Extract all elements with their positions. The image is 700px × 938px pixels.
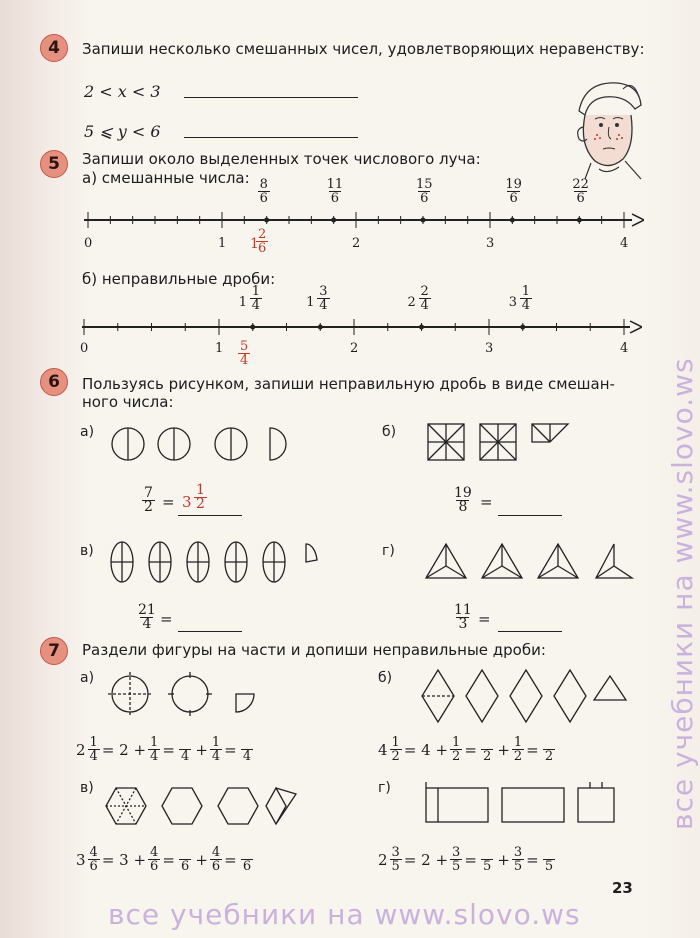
task-7v-whole: 3 (76, 850, 86, 869)
task-7v-fraction (148, 846, 160, 873)
tick-label: 0 (80, 341, 89, 356)
point-label-denominator: 4 (319, 298, 328, 313)
bottom-watermark: все учебники на www.slovo.ws (108, 898, 581, 931)
task-7v-fraction-numerator: 4 (150, 845, 159, 860)
answer-line-1[interactable] (184, 96, 358, 98)
task-7b-expansion: = 4 + (403, 740, 449, 759)
task-7v-fraction-2 (210, 846, 222, 873)
task-6v-numerator: 21 (138, 602, 156, 618)
number-line-a (84, 208, 644, 238)
task-6-text-line1: Пользуясь рисунком, запиши неправильную дробь в виде смешан- (82, 375, 615, 393)
task-7v-blank-fraction[interactable] (177, 846, 193, 873)
answer-a-denominator: 6 (258, 241, 267, 256)
task-6g-numerator: 11 (454, 602, 472, 618)
task-6b-numerator: 19 (454, 485, 472, 501)
tick-label: 4 (620, 236, 629, 251)
task-7v-blank-fraction-numerator (177, 846, 193, 859)
task-7v-expansion: = 3 + (101, 850, 147, 869)
task-7b-mixed-fraction-denominator: 2 (391, 749, 400, 764)
point-label-denominator: 4 (521, 298, 531, 313)
number-line-b (82, 315, 642, 345)
point-label (419, 285, 431, 312)
point-label (414, 178, 435, 205)
task-7g-fraction-numerator: 3 (452, 845, 461, 860)
task-7b-fraction-2-numerator: 1 (513, 735, 523, 750)
task-7-text: Раздели фигуры на части и допиши неправильные дроби: (82, 641, 546, 659)
task-6b-fraction (452, 487, 474, 514)
task-7b-equals-2: = (526, 740, 539, 759)
tick-label: 1 (218, 236, 227, 251)
task-7a-result-fraction-numerator (239, 736, 255, 749)
point-label-denominator: 6 (330, 191, 340, 206)
task-7a-plus: + (195, 740, 208, 759)
tick-label: 4 (620, 341, 629, 356)
hexagons-figure (104, 784, 304, 832)
point-marker (250, 325, 255, 330)
task-7v-result-fraction[interactable] (239, 846, 255, 873)
task-7b-result-fraction-numerator (541, 736, 557, 749)
task-7g-blank-fraction-denominator: 5 (482, 859, 492, 874)
task-6b-denominator: 8 (458, 499, 468, 515)
task-6a-answer-denominator: 2 (196, 496, 205, 512)
task-7g-result-fraction-denominator: 5 (544, 859, 554, 874)
point-label (258, 178, 270, 205)
task-6a-equals: = (162, 493, 175, 511)
task-7a-fraction-denominator: 4 (150, 749, 159, 764)
point-marker (421, 218, 426, 223)
task-7b-result-fraction[interactable] (541, 736, 557, 763)
task-7a-fraction-2 (210, 736, 222, 763)
task-6v-equals: = (160, 610, 173, 628)
task-7g-fraction-2 (512, 846, 524, 873)
task-7g-fraction (450, 846, 462, 873)
task-7b-blank-fraction[interactable] (479, 736, 495, 763)
task-7v-mixed-fraction (88, 846, 100, 873)
task-7b-fraction (450, 736, 462, 763)
task-7g-plus: + (497, 850, 510, 869)
answer-a-numerator: 2 (258, 227, 267, 242)
task-7g-fraction-2-numerator: 3 (513, 845, 523, 860)
task-7g-mixed-fraction (390, 846, 402, 873)
task-7a-blank-fraction-numerator (177, 736, 193, 749)
point-label-whole: 2 (407, 295, 416, 310)
task-7g-result-fraction-numerator (541, 846, 557, 859)
tick-label: 0 (84, 236, 93, 251)
point-label-whole: 1 (238, 295, 248, 310)
task-7-number: 7 (48, 641, 60, 661)
point-label (317, 285, 329, 312)
task-7a-blank-fraction-denominator: 4 (180, 749, 190, 764)
rectangles-figure (420, 780, 620, 830)
point-label (325, 178, 346, 205)
task-4-badge (40, 34, 68, 62)
task-7v-plus: + (195, 850, 208, 869)
task-7b-mixed-fraction (390, 736, 402, 763)
task-7a-fraction-2-numerator: 1 (211, 735, 221, 750)
task-7a-equation (76, 736, 255, 763)
task-7v-mixed-fraction-numerator: 4 (89, 845, 98, 860)
task-7b-plus: + (497, 740, 510, 759)
task-6g-denominator: 3 (458, 616, 468, 632)
point-marker (510, 218, 515, 223)
task-5-part-a: а) смешанные числа: (82, 169, 250, 187)
point-label (520, 285, 532, 312)
task-7g-mixed-fraction-denominator: 5 (391, 859, 400, 874)
point-label-denominator: 4 (420, 298, 429, 313)
task-7b-fraction-2-denominator: 2 (513, 749, 523, 764)
point-marker (331, 218, 336, 223)
tick-label: 3 (486, 236, 495, 251)
task-7a-fraction (148, 736, 160, 763)
task-6g-equals: = (478, 610, 491, 628)
boy-illustration (565, 75, 655, 180)
task-7b-result-fraction-denominator: 2 (544, 749, 554, 764)
task-6g-fraction (452, 604, 474, 631)
task-7v-fraction-denominator: 6 (150, 859, 159, 874)
task-7-label-b: б) (378, 670, 393, 686)
task-6a-denominator: 2 (144, 499, 153, 515)
point-label-numerator: 3 (319, 284, 328, 299)
answer-b-fraction (238, 340, 250, 367)
task-7a-mixed-fraction-numerator: 1 (89, 735, 98, 750)
task-7v-result-fraction-numerator (239, 846, 255, 859)
task-7b-equation (378, 736, 557, 763)
task-7a-result-fraction-denominator: 4 (242, 749, 252, 764)
page-number: 23 (612, 879, 633, 897)
task-7g-fraction-2-denominator: 5 (513, 859, 523, 874)
point-marker (520, 325, 525, 330)
task-7a-fraction-numerator: 1 (150, 735, 159, 750)
task-4-number: 4 (48, 38, 60, 58)
task-7g-blank-fraction-numerator (479, 846, 495, 859)
task-7v-equation (76, 846, 255, 873)
task-4-text: Запиши несколько смешанных чисел, удовлетворяющих неравенству: (82, 40, 645, 58)
task-6g-answer-line[interactable] (498, 630, 562, 632)
task-6-label-a: а) (80, 424, 95, 440)
point-label-numerator: 15 (416, 177, 433, 192)
halved-circles-figure (108, 424, 298, 464)
task-6a-answer-line[interactable] (178, 514, 242, 516)
task-6b-answer-line[interactable] (498, 514, 562, 516)
task-7a-result-fraction[interactable] (239, 736, 255, 763)
inequality-1: 2 < x < 3 (84, 82, 161, 101)
point-label-denominator: 6 (509, 191, 518, 206)
point-marker (419, 325, 424, 330)
task-6-label-g: г) (382, 543, 395, 559)
task-7g-fraction-denominator: 5 (452, 859, 461, 874)
answer-a-whole: 1 (250, 236, 259, 252)
task-7g-expansion: = 2 + (403, 850, 449, 869)
task-7a-mixed-fraction-denominator: 4 (89, 749, 98, 764)
task-7a-equals: = (162, 740, 175, 759)
task-7-badge (40, 637, 68, 665)
task-6-number: 6 (48, 372, 60, 392)
point-label-numerator: 19 (505, 177, 522, 192)
task-7v-result-fraction-denominator: 6 (242, 859, 252, 874)
task-7-label-g: г) (378, 780, 391, 796)
task-7b-blank-fraction-numerator (479, 736, 495, 749)
point-label (503, 178, 524, 205)
task-6v-answer-line[interactable] (178, 630, 242, 632)
task-6a-answer-numerator: 1 (196, 482, 205, 498)
point-label-numerator: 11 (326, 177, 344, 192)
task-7v-equals-2: = (224, 850, 237, 869)
point-label-numerator: 1 (251, 284, 261, 299)
task-6-label-v: в) (80, 543, 94, 559)
task-7g-mixed-fraction-numerator: 3 (391, 845, 400, 860)
task-7v-fraction-2-denominator: 6 (211, 859, 221, 874)
task-7a-whole: 2 (76, 740, 86, 759)
inequality-2: 5 ⩽ y < 6 (84, 122, 161, 141)
task-7g-equals-2: = (526, 850, 539, 869)
task-7a-expansion: = 2 + (101, 740, 147, 759)
tick-label: 1 (215, 341, 224, 356)
point-label-whole: 1 (306, 295, 315, 310)
point-label-denominator: 6 (576, 191, 585, 206)
task-7a-fraction-2-denominator: 4 (211, 749, 221, 764)
point-label-denominator: 6 (420, 191, 429, 206)
tick-label: 3 (485, 341, 494, 356)
task-7a-blank-fraction[interactable] (177, 736, 193, 763)
point-label (570, 178, 591, 205)
divided-squares-figure (424, 420, 574, 462)
task-5-part-b: б) неправильные дроби: (82, 270, 276, 288)
answer-b-numerator: 5 (240, 339, 249, 354)
task-6a-answer-fraction (194, 484, 207, 511)
point-label-whole: 3 (508, 295, 518, 310)
task-7g-equals: = (464, 850, 477, 869)
task-7-label-a: а) (80, 670, 95, 686)
task-5-text: Запиши около выделенных точек числового луча: (82, 150, 481, 168)
point-label-numerator: 2 (420, 284, 429, 299)
task-7v-equals: = (162, 850, 175, 869)
task-6v-denominator: 4 (142, 616, 152, 632)
task-5-badge (40, 150, 68, 178)
task-7-label-v: в) (80, 780, 94, 796)
circles-to-divide-figure (106, 670, 276, 718)
task-7b-fraction-2 (512, 736, 524, 763)
task-6-label-b: б) (382, 424, 397, 440)
task-7v-fraction-2-numerator: 4 (211, 845, 221, 860)
task-7b-whole: 4 (378, 740, 388, 759)
task-7g-whole: 2 (378, 850, 388, 869)
point-label (250, 285, 262, 312)
task-7g-blank-fraction[interactable] (479, 846, 495, 873)
task-7v-blank-fraction-denominator: 6 (180, 859, 190, 874)
point-label-numerator: 22 (572, 177, 589, 192)
point-label-denominator: 6 (259, 191, 268, 206)
tick-label: 2 (350, 341, 359, 356)
task-6-badge (40, 368, 68, 396)
task-7v-mixed-fraction-denominator: 6 (89, 859, 98, 874)
tick-label: 2 (352, 236, 361, 251)
task-7g-result-fraction[interactable] (541, 846, 557, 873)
task-6b-equals: = (480, 493, 493, 511)
task-7b-equals: = (464, 740, 477, 759)
task-6v-fraction (136, 604, 158, 631)
task-7b-fraction-numerator: 1 (452, 735, 461, 750)
answer-a-fraction (256, 228, 268, 255)
point-marker (577, 218, 582, 223)
task-6a-fraction (142, 487, 155, 514)
side-watermark: все учебники на www.slovo.ws (666, 357, 699, 830)
task-5-number: 5 (48, 154, 60, 174)
point-label-numerator: 1 (521, 284, 531, 299)
answer-b-denominator: 4 (240, 353, 249, 368)
task-7b-fraction-denominator: 2 (452, 749, 461, 764)
point-marker (318, 325, 323, 330)
task-6-text-line2: ного числа: (82, 393, 174, 411)
point-marker (264, 218, 269, 223)
task-6a-numerator: 7 (144, 485, 153, 501)
answer-line-2[interactable] (184, 136, 358, 138)
task-7b-blank-fraction-denominator: 2 (482, 749, 492, 764)
task-7a-mixed-fraction (88, 736, 100, 763)
task-7a-equals-2: = (224, 740, 237, 759)
task-7b-mixed-fraction-numerator: 1 (391, 735, 400, 750)
task-7g-equation (378, 846, 557, 873)
point-label-numerator: 8 (259, 177, 268, 192)
divided-triangles-figure (424, 540, 634, 582)
point-label-denominator: 4 (251, 298, 261, 313)
quartered-ovals-figure (108, 540, 328, 586)
rhombuses-figure (420, 668, 630, 728)
task-6a-answer-whole: 3 (182, 493, 192, 511)
